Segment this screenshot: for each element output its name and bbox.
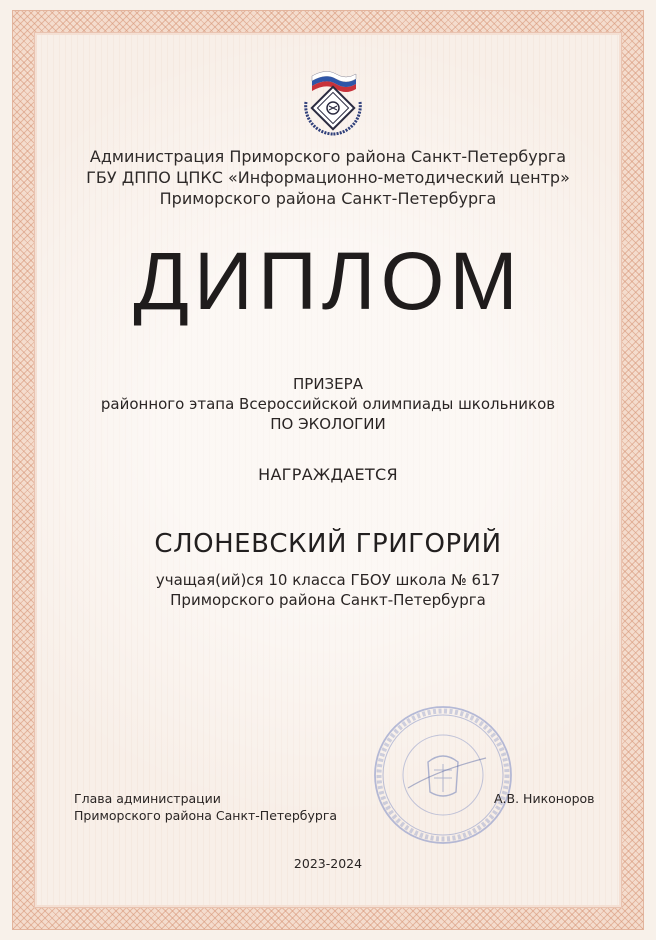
organization-line-2: ГБУ ДППО ЦПКС «Информационно-методический центр» — [86, 168, 570, 187]
awarded-label: НАГРАЖДАЕТСЯ — [258, 465, 398, 484]
organization-header — [0, 146, 656, 209]
award-line-1: ПРИЗЕРА — [293, 375, 363, 393]
award-line-3: ПО ЭКОЛОГИИ — [270, 415, 386, 433]
signatory-position-line-2: Приморского района Санкт-Петербурга — [74, 808, 338, 823]
award-line-2: районного этапа Всероссийской олимпиады школьников — [100, 395, 556, 413]
official-stamp — [368, 700, 518, 850]
award-description — [0, 374, 656, 434]
signatory-position — [74, 790, 337, 824]
recipient-details — [0, 570, 656, 610]
organization-line-1: Администрация Приморского района Санкт-Петербурга — [89, 147, 567, 166]
signatory-position-line-1: Глава администрации — [74, 791, 221, 806]
recipient-details-line-2: Приморского района Санкт-Петербурга — [170, 591, 486, 609]
signatory-name: А.В. Никоноров — [494, 791, 595, 806]
academic-year: 2023-2024 — [293, 856, 363, 871]
olympiad-emblem-icon — [296, 62, 370, 136]
organization-line-3: Приморского района Санкт-Петербурга — [159, 189, 497, 208]
diploma-title: ДИПЛОМ — [133, 236, 523, 327]
recipient-details-line-1: учащая(ий)ся 10 класса ГБОУ школа № 617 — [155, 571, 501, 589]
recipient-name: СЛОНЕВСКИЙ ГРИГОРИЙ — [154, 529, 502, 559]
